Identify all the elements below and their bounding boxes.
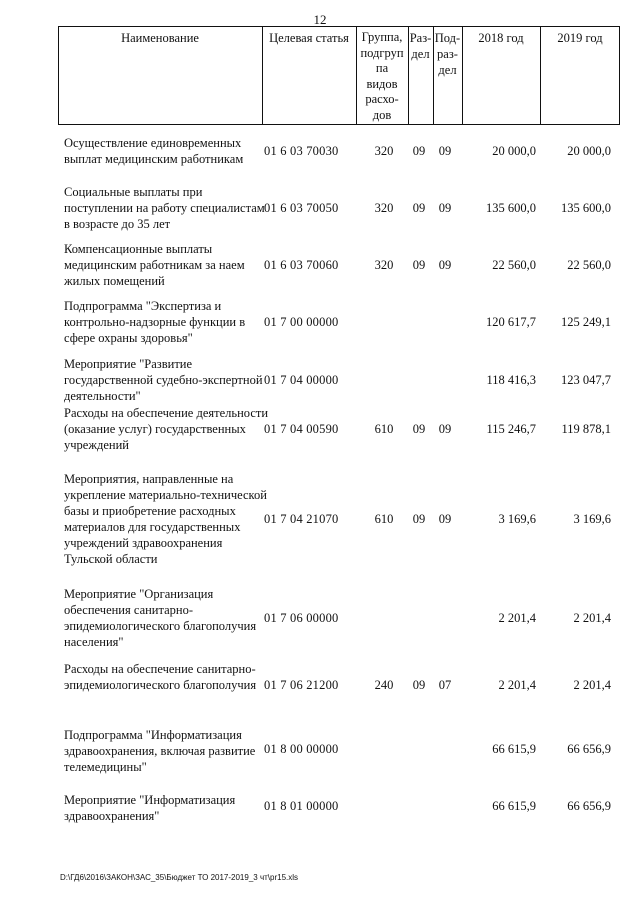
row-code: 01 8 01 00000 xyxy=(264,799,339,813)
header-razdel xyxy=(408,30,433,62)
row-name: Осуществление единовременных выплат медицинским работникам xyxy=(64,136,244,166)
row-group: 320 xyxy=(374,144,394,158)
header-group xyxy=(356,30,408,123)
header-group-line: расхо- xyxy=(365,92,399,106)
row-2019: 2 201,4 xyxy=(573,678,611,692)
row-2019: 123 047,7 xyxy=(561,373,611,387)
row-2019: 135 600,0 xyxy=(561,201,611,215)
row-name: Мероприятие "Развитие государственной судебно-экспертной деятельности" xyxy=(64,357,263,403)
row-code: 01 8 00 00000 xyxy=(264,742,339,756)
row-name: Подпрограмма "Экспертиза и контрольно-надзорные функции в сфере охраны здоровья" xyxy=(64,299,246,345)
header-group-line: дов xyxy=(372,107,392,122)
row-2019: 66 656,9 xyxy=(567,742,611,756)
header-code: Целевая статья xyxy=(269,31,349,45)
row-code: 01 7 04 00000 xyxy=(264,373,339,387)
row-podrazdel: 09 xyxy=(438,258,452,272)
header-name: Наименование xyxy=(121,31,199,45)
row-razdel: 09 xyxy=(412,144,426,158)
row-name: Мероприятие "Информатизация здравоохранения" xyxy=(64,793,236,823)
row-name: Мероприятие "Организация обеспечения санитарно-эпидемиологического благополучия населения" xyxy=(64,587,257,649)
header-podrazdel-line: дел xyxy=(438,63,457,77)
header-razdel-line: дел xyxy=(411,47,430,61)
row-name: Мероприятия, направленные на укрепление материально-технической базы и приобретение расходных материалов для государственных учреждений здравоохранения Тульской области xyxy=(64,472,267,566)
row-code: 01 6 03 70050 xyxy=(264,201,339,215)
header-podrazdel-line: раз- xyxy=(437,47,458,61)
row-2018: 66 615,9 xyxy=(492,799,536,813)
row-group: 610 xyxy=(374,422,394,436)
row-2019: 119 878,1 xyxy=(561,422,611,436)
row-2018: 115 246,7 xyxy=(486,422,536,436)
row-razdel: 09 xyxy=(412,678,426,692)
row-code: 01 7 06 00000 xyxy=(264,611,339,625)
row-podrazdel: 09 xyxy=(438,144,452,158)
row-razdel: 09 xyxy=(412,201,426,215)
row-code: 01 7 06 21200 xyxy=(264,678,339,692)
row-code: 01 7 04 21070 xyxy=(264,512,339,526)
header-2018: 2018 год xyxy=(478,31,524,45)
row-2019: 125 249,1 xyxy=(561,315,611,329)
row-2018: 3 169,6 xyxy=(498,512,536,526)
row-group: 240 xyxy=(374,678,394,692)
row-podrazdel: 09 xyxy=(438,512,452,526)
row-name: Расходы на обеспечение деятельности (оказание услуг) государственных учреждений xyxy=(64,406,269,452)
row-2018: 20 000,0 xyxy=(492,144,536,158)
row-podrazdel: 09 xyxy=(438,422,452,436)
row-2018: 66 615,9 xyxy=(492,742,536,756)
file-path-footer: D:\ГД6\2016\ЗАКОН\ЗАС_35\Бюджет ТО 2017-2019_3 чт\pr15.xls xyxy=(60,873,299,882)
row-code: 01 6 03 70060 xyxy=(264,258,339,272)
row-2018: 120 617,7 xyxy=(486,315,536,329)
header-group-line: Группа, xyxy=(361,30,403,44)
row-podrazdel: 07 xyxy=(438,678,452,692)
row-name: Подпрограмма "Информатизация здравоохранения, включая развитие телемедицины" xyxy=(64,728,256,774)
row-group: 320 xyxy=(374,258,394,272)
row-razdel: 09 xyxy=(412,422,426,436)
row-name: Расходы на обеспечение санитарно-эпидемиологического благополучия xyxy=(64,662,257,692)
header-razdel-line: Раз- xyxy=(409,31,432,45)
header-group-line: видов xyxy=(366,76,398,91)
row-name: Компенсационные выплаты медицинским работникам за наем жилых помещений xyxy=(64,242,245,288)
row-name: Социальные выплаты при поступлении на работу специалистам в возрасте до 35 лет xyxy=(64,185,265,231)
header-podrazdel xyxy=(433,30,462,78)
row-code: 01 7 04 00590 xyxy=(264,422,339,436)
page-number: 12 xyxy=(313,12,327,27)
row-2019: 20 000,0 xyxy=(567,144,611,158)
row-2018: 118 416,3 xyxy=(486,373,536,387)
row-code: 01 7 00 00000 xyxy=(264,315,339,329)
header-group-line: подгруп xyxy=(360,45,404,60)
row-2018: 22 560,0 xyxy=(492,258,536,272)
row-2018: 135 600,0 xyxy=(486,201,536,215)
header-podrazdel-line: Под- xyxy=(434,31,461,45)
row-2018: 2 201,4 xyxy=(498,611,536,625)
row-2019: 22 560,0 xyxy=(567,258,611,272)
header-group-line: па xyxy=(375,61,389,75)
row-2019: 2 201,4 xyxy=(573,611,611,625)
row-code: 01 6 03 70030 xyxy=(264,144,339,158)
row-group: 610 xyxy=(374,512,394,526)
row-razdel: 09 xyxy=(412,258,426,272)
row-2019: 66 656,9 xyxy=(567,799,611,813)
row-razdel: 09 xyxy=(412,512,426,526)
row-group: 320 xyxy=(374,201,394,215)
header-2019: 2019 год xyxy=(557,31,603,45)
row-podrazdel: 09 xyxy=(438,201,452,215)
row-2019: 3 169,6 xyxy=(573,512,611,526)
row-2018: 2 201,4 xyxy=(498,678,536,692)
